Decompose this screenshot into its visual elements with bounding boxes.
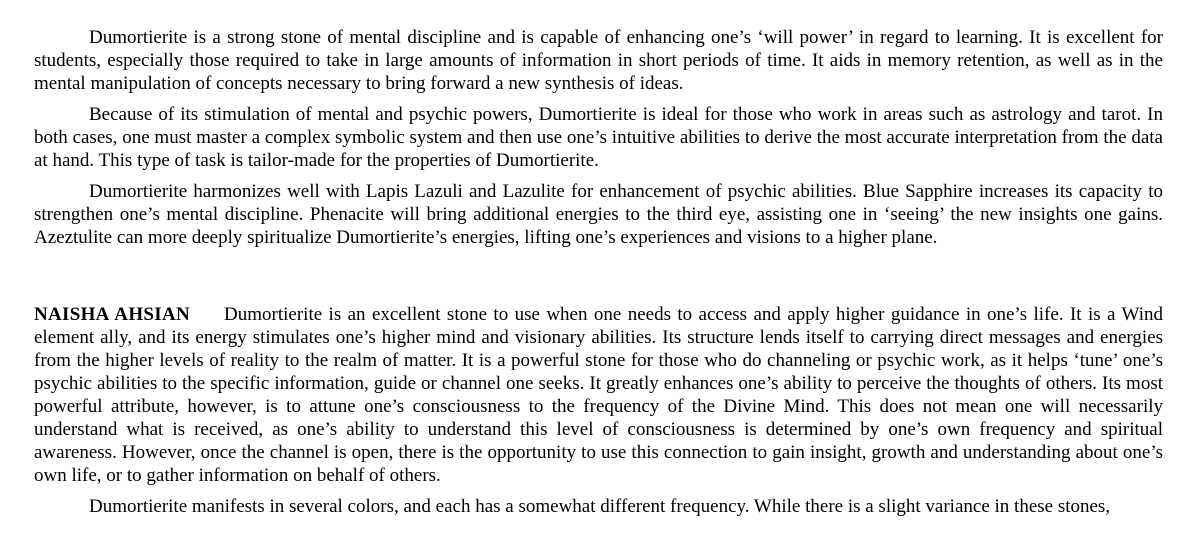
paragraph-harmonizes: Dumortierite harmonizes well with Lapis Lazuli and Lazulite for enhancement of psychic abilities. Blue Sapphire increases its capacity to strengthen one’s mental discipline. Phenacite will bring additional energies to the third eye, assisting one in ‘seeing’ the new insights one gains. Azeztulite can more deeply spiritualize Dumortierite’s energies, lifting one’s experiences and visions to a higher plane. xyxy=(34,181,1163,248)
paragraph-naisha-ahsian xyxy=(34,303,1163,487)
paragraph-astrology-tarot: Because of its stimulation of mental and psychic powers, Dumortierite is ideal for those who work in areas such as astrology and tarot. In both cases, one must master a complex symbolic system and then use one’s intuitive abilities to derive the most accurate interpretation from the data at hand. This type of task is tailor-made for the properties of Dumortierite. xyxy=(34,104,1163,171)
author-paragraph-text: Dumortierite is an excellent stone to use when one needs to access and apply higher guidance in one’s life. It is a Wind element ally, and its energy stimulates one’s higher mind and visionary abilities. Its structure lends itself to carrying direct messages and energies from the higher levels of reality to the realm of matter. It is a powerful stone for those who do channeling or psychic work, as it helps ‘tune’ one’s psychic abilities to the specific information, guide or channel one seeks. It greatly enhances one’s ability to perceive the thoughts of others. Its most powerful attribute, however, is to attune one’s consciousness to the frequency of the Divine Mind. This does not mean one will necessarily understand what is received, as one’s ability to understand this level of consciousness is determined by one’s own frequency and spiritual awareness. However, once the channel is open, there is the opportunity to use this connection to gain insight, growth and understanding about one’s own life, or to gather information on behalf of others. xyxy=(34,304,1163,486)
paragraph-colors: Dumortierite manifests in several colors, and each has a somewhat different frequency. While there is a slight variance in these stones, xyxy=(89,496,1111,517)
paragraph-mental-discipline: Dumortierite is a strong stone of mental discipline and is capable of enhancing one’s ‘will power’ in regard to learning. It is excellent for students, especially those required to take in large amounts of information in short periods of time. It aids in memory retention, as well as in the mental manipulation of concepts necessary to bring forward a new synthesis of ideas. xyxy=(34,27,1163,94)
author-name: NAISHA AHSIAN xyxy=(34,304,191,325)
